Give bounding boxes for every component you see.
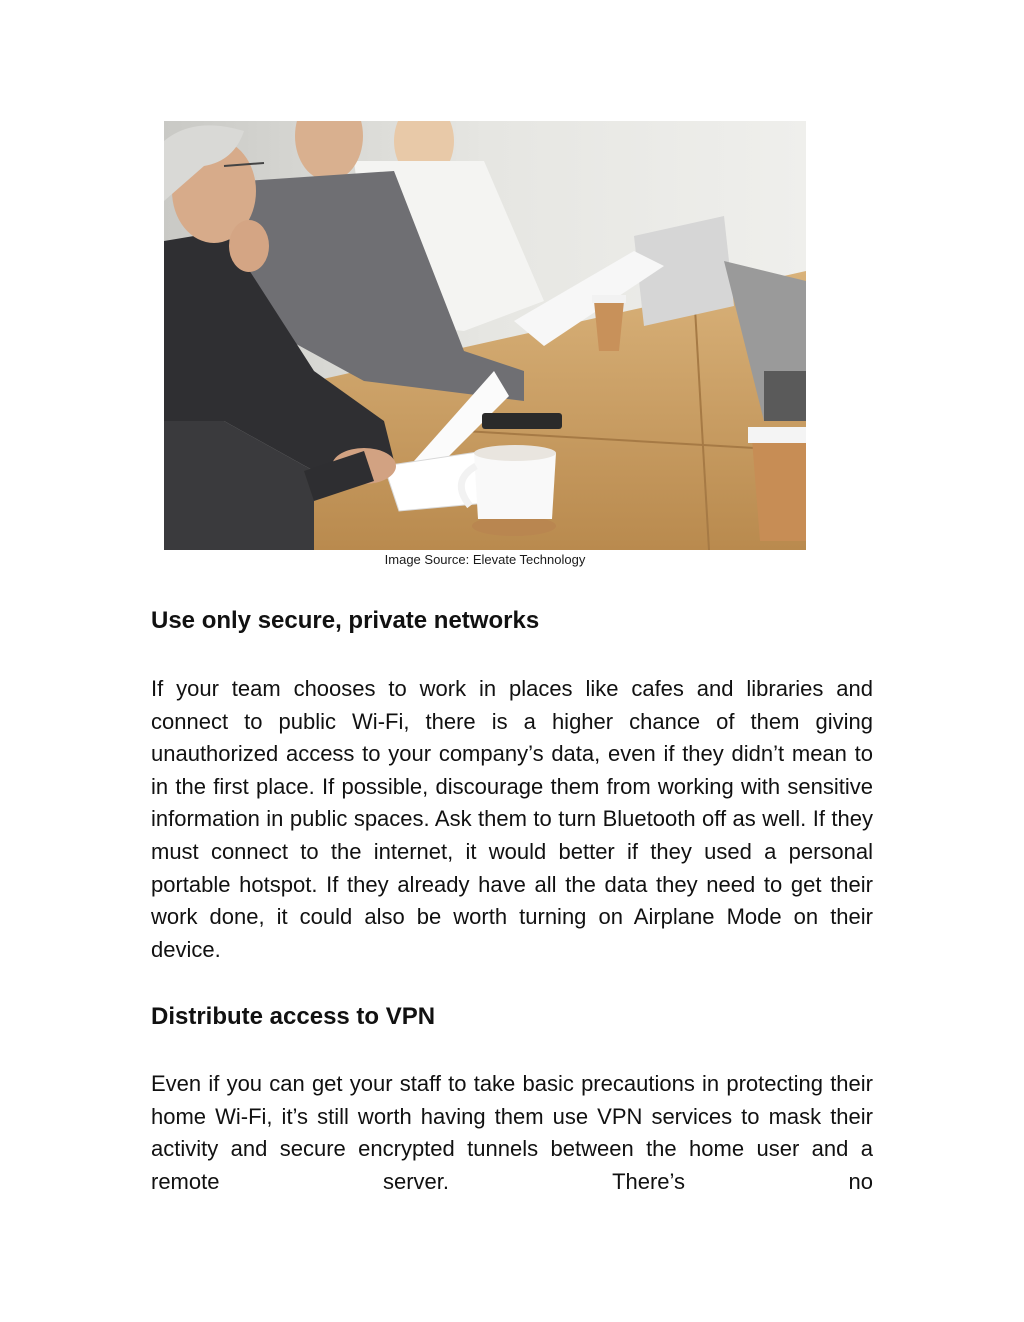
section-heading-secure-networks: Use only secure, private networks <box>151 607 540 634</box>
image-caption-text: Image Source: Elevate Technology <box>384 552 586 567</box>
section-heading-vpn: Distribute access to VPN <box>151 1003 436 1030</box>
meeting-photo <box>164 121 806 550</box>
section-body-vpn: Even if you can get your staff to take basic precautions in protecting their home Wi-Fi, it’s still worth having them use VPN services to mask their activity and secure encrypted tunnels between the home user and a remote server. There’s no <box>151 1071 873 1194</box>
image-caption <box>164 552 872 568</box>
section-body-secure-networks: If your team chooses to work in places like cafes and libraries and connect to public Wi-Fi, there is a higher chance of them giving unauthorized access to your company’s data, even if they didn’t mean to in the first place. If possible, discourage them from working with sensitive information in public spaces. Ask them to turn Bluetooth off as well. If they must connect to the internet, it would better if they used a personal portable hotspot. If they already have all the data they need to get their work done, it could also be worth turning on Airplane Mode on their device. <box>151 676 873 962</box>
